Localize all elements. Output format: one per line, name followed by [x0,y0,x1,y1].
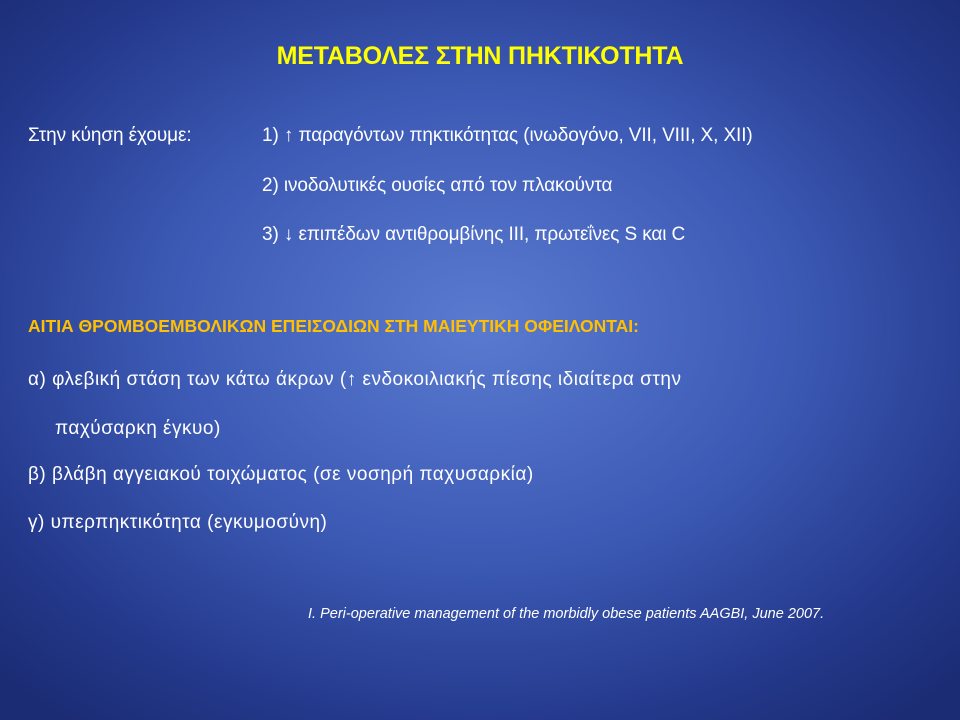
cause-b: β) βλάβη αγγειακού τοιχώματος (σε νοσηρή παχυσαρκία) [28,464,534,485]
reference-note: I. Peri-operative management of the morbidly obese patients AAGBI, June 2007. [308,606,825,622]
pregnancy-item-2: 2) ινοδολυτικές ουσίες από τον πλακούντα [262,175,613,196]
slide-title: ΜΕΤΑΒΟΛΕΣ ΣΤΗΝ ΠΗΚΤΙΚΟΤΗΤΑ [276,42,684,70]
pregnancy-item-1: 1) ↑ παραγόντων πηκτικότητας (ινωδογόνο, VII, VIII, X, XII) [262,125,753,146]
pregnancy-item-3: 3) ↓ επιπέδων αντιθρομβίνης ΙΙΙ, πρωτεΐνες S και C [262,224,686,245]
cause-a-line-2: παχύσαρκη έγκυο) [55,418,221,439]
causes-heading: ΑΙΤΙΑ ΘΡΟΜΒΟΕΜΒΟΛΙΚΩΝ ΕΠΕΙΣΟΔΙΩΝ ΣΤΗ ΜΑΙΕΥΤΙΚΗ ΟΦΕΙΛΟΝΤΑΙ: [28,316,639,336]
cause-c: γ) υπερπηκτικότητα (εγκυμοσύνη) [28,512,328,533]
pregnancy-intro: Στην κύηση έχουμε: [28,125,192,146]
cause-a-line-1: α) φλεβική στάση των κάτω άκρων (↑ ενδοκοιλιακής πίεσης ιδιαίτερα στην [28,369,682,390]
